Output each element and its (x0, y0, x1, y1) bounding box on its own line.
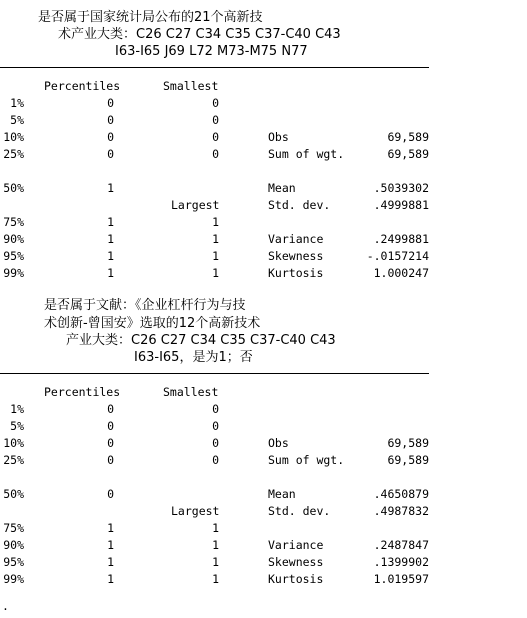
table-row-stat-label: Variance (268, 538, 324, 552)
table-row-pct: 90% (3, 538, 24, 552)
table-row-stat-value: 1.019597 (373, 572, 429, 586)
table-row-pct: 50% (3, 181, 24, 195)
table-row-val: 0 (107, 402, 114, 416)
table-row-stat-value: 69,589 (387, 436, 429, 450)
table-row-stat-label: Sum of wgt. (268, 147, 345, 161)
table-row-stat-value: -.0157214 (366, 249, 429, 263)
table-row-ext: 0 (212, 453, 219, 467)
table-row-val: 1 (107, 538, 114, 552)
table-row-ext: 1 (212, 249, 219, 263)
block-2-title-line-3: 产业大类：C26 C27 C34 C35 C37-C40 C43 (66, 333, 336, 348)
percentiles-header: Percentiles (44, 385, 121, 399)
block-2-title-line-2: 术创新-曾国安》选取的12个高新技术 (44, 316, 261, 331)
smallest-header: Smallest (163, 385, 219, 399)
table-row-ext: 1 (212, 215, 219, 229)
table-row-pct: 99% (3, 266, 24, 280)
table-row-stat-label: Variance (268, 232, 324, 246)
table-row-pct: 10% (3, 436, 24, 450)
table-row-ext: 0 (212, 113, 219, 127)
table-row-stat-label: Sum of wgt. (268, 453, 345, 467)
table-row-val: 0 (107, 436, 114, 450)
table-row-stat-label: Mean (268, 181, 296, 195)
table-row-val: 0 (107, 113, 114, 127)
block-2-top-rule (0, 373, 429, 374)
table-row-ext: 0 (212, 419, 219, 433)
largest-header: Largest (171, 504, 220, 518)
table-row-stat-label: Kurtosis (268, 572, 324, 586)
block-1-top-rule (0, 67, 429, 68)
table-row-stat-label: Mean (268, 487, 296, 501)
table-row-ext: 1 (212, 232, 219, 246)
table-row-pct: 5% (10, 419, 24, 433)
table-row-val: 0 (107, 147, 114, 161)
table-row-ext: 1 (212, 572, 219, 586)
table-row-pct: 95% (3, 555, 24, 569)
trailing-dot: . (2, 599, 9, 613)
table-row-stat-label: Std. dev. (268, 504, 331, 518)
table-row-stat-label: Obs (268, 436, 289, 450)
table-row-val: 1 (107, 266, 114, 280)
table-row-pct: 25% (3, 147, 24, 161)
table-row-ext: 1 (212, 521, 219, 535)
table-row-stat-label: Kurtosis (268, 266, 324, 280)
block-1-title-line-3: I63-I65 J69 L72 M73-M75 N77 (115, 44, 308, 59)
table-row-pct: 1% (10, 96, 24, 110)
table-row-val: 0 (107, 96, 114, 110)
block-1-title-line-2: 术产业大类：C26 C27 C34 C35 C37-C40 C43 (58, 27, 341, 42)
smallest-header: Smallest (163, 79, 219, 93)
table-row-stat-value: 69,589 (387, 130, 429, 144)
table-row-stat-label: Obs (268, 130, 289, 144)
table-row-stat-value: .1399902 (373, 555, 429, 569)
block-1-title-line-1: 是否属于国家统计局公布的21个高新技 (38, 10, 263, 25)
table-row-pct: 5% (10, 113, 24, 127)
table-row-val: 1 (107, 232, 114, 246)
table-row-stat-value: .4999881 (373, 198, 429, 212)
table-row-stat-label: Std. dev. (268, 198, 331, 212)
table-row-stat-value: .4987832 (373, 504, 429, 518)
table-row-val: 1 (107, 521, 114, 535)
table-row-val: 1 (107, 181, 114, 195)
table-row-val: 1 (107, 572, 114, 586)
table-row-stat-value: .2487847 (373, 538, 429, 552)
largest-header: Largest (171, 198, 220, 212)
table-row-ext: 1 (212, 266, 219, 280)
table-row-pct: 99% (3, 572, 24, 586)
table-row-ext: 0 (212, 402, 219, 416)
table-row-val: 0 (107, 130, 114, 144)
table-row-stat-value: .5039302 (373, 181, 429, 195)
table-row-stat-value: 1.000247 (373, 266, 429, 280)
table-row-pct: 50% (3, 487, 24, 501)
table-row-stat-value: 69,589 (387, 147, 429, 161)
block-2-title-line-4: I63-I65，是为1；否 (134, 350, 253, 365)
table-row-val: 0 (107, 487, 114, 501)
table-row-stat-value: 69,589 (387, 453, 429, 467)
table-row-ext: 1 (212, 538, 219, 552)
table-row-val: 1 (107, 215, 114, 229)
table-row-pct: 75% (3, 521, 24, 535)
table-row-val: 1 (107, 249, 114, 263)
table-row-val: 1 (107, 555, 114, 569)
table-row-pct: 10% (3, 130, 24, 144)
table-row-val: 0 (107, 419, 114, 433)
block-2-title-line-1: 是否属于文献：《企业杠杆行为与技 (44, 298, 246, 313)
table-row-stat-label: Skewness (268, 555, 324, 569)
table-row-ext: 0 (212, 96, 219, 110)
table-row-stat-value: .4650879 (373, 487, 429, 501)
table-row-stat-label: Skewness (268, 249, 324, 263)
table-row-ext: 0 (212, 130, 219, 144)
table-row-pct: 75% (3, 215, 24, 229)
table-row-pct: 25% (3, 453, 24, 467)
table-row-pct: 90% (3, 232, 24, 246)
table-row-pct: 1% (10, 402, 24, 416)
percentiles-header: Percentiles (44, 79, 121, 93)
table-row-ext: 0 (212, 436, 219, 450)
table-row-ext: 0 (212, 147, 219, 161)
table-row-val: 0 (107, 453, 114, 467)
table-row-stat-value: .2499881 (373, 232, 429, 246)
table-row-ext: 1 (212, 555, 219, 569)
table-row-pct: 95% (3, 249, 24, 263)
